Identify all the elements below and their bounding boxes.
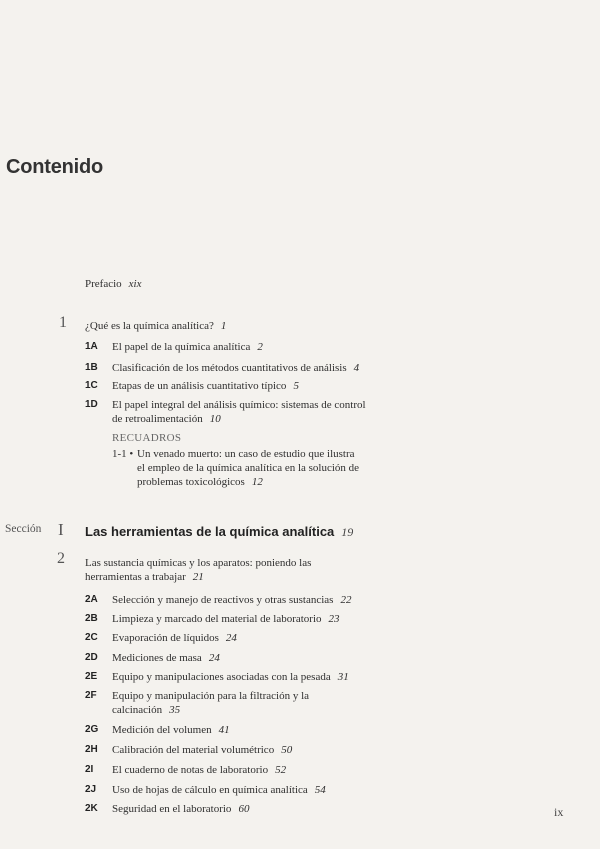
entry-page: xix [128,278,142,290]
entry-page: 52 [275,764,287,776]
entry-code: 2D [85,652,98,663]
entry-title: Equipo y manipulación para la filtración y la calcinación 35 [112,690,310,716]
entry-title: Seguridad en el laboratorio 60 [112,803,250,815]
page-number: ix [554,805,564,819]
entry-title: Limpieza y marcado del material de laboratorio 23 [112,613,340,625]
entry-title: El papel integral del análisis químico: sistemas de control de retroalimentación 10 [112,399,366,425]
entry-code: 2F [85,690,97,701]
entry-code: 2A [85,594,98,605]
entry-title: Evaporación de líquidos 24 [112,632,237,644]
entry-title: Prefacio [85,278,122,290]
box-entry: Un venado muerto: un caso de estudio que ilustra el empleo de la química analítica en la solución de problemas toxicológicos 12 [137,448,360,488]
entry-title: Equipo y manipulaciones asociadas con la pesada 31 [112,671,349,683]
entry-page: 24 [208,652,220,664]
entry-title: El papel de la química analítica 2 [112,341,263,353]
entry-page: 24 [225,632,237,644]
chapter-title: Las sustancia químicas y los aparatos: poniendo las herramientas a trabajar 21 [85,557,312,583]
entry-page: 12 [251,476,263,488]
chapter-number: 1 [59,314,67,331]
entry-page: 22 [340,594,352,606]
entry-code: 1D [85,399,98,410]
toc-entry-prefacio [85,277,141,291]
entry-code: 1B [85,362,98,373]
chapter-title: ¿Qué es la química analítica? 1 [85,320,227,332]
entry-code: 2B [85,613,98,624]
entry-code: 2C [85,632,98,643]
entry-code: 2I [85,764,94,775]
entry-page: 41 [218,724,230,736]
entry-code: 1A [85,341,98,352]
entry-title: Clasificación de los métodos cuantitativos de análisis 4 [112,362,360,374]
entry-title: Medición del volumen 41 [112,724,230,736]
section-title: Las herramientas de la química analítica 19 [85,524,354,539]
entry-page: 10 [209,413,221,425]
entry-page: 2 [257,341,263,353]
chapter-number: 2 [57,550,65,567]
box-number: 1-1 • [112,448,134,460]
page-title: Contenido [6,156,104,178]
section-label: Sección [5,523,42,535]
entry-code: 1C [85,380,98,391]
entry-title: Selección y manejo de reactivos y otras sustancias 22 [112,594,352,606]
entry-code: 2E [85,671,98,682]
box-heading: RECUADROS [112,432,182,444]
entry-code: 2K [85,803,98,814]
entry-title: Calibración del material volumétrico 50 [112,744,293,756]
entry-page: 4 [353,362,360,374]
entry-page: 5 [293,380,299,392]
entry-page: 31 [337,671,349,683]
entry-page: 19 [341,525,354,539]
entry-page: 21 [192,571,204,583]
entry-code: 2J [85,784,97,795]
entry-code: 2G [85,724,99,735]
entry-page: 50 [281,744,293,756]
entry-page: 1 [220,320,227,332]
entry-title: Mediciones de masa 24 [112,652,220,664]
entry-title: El cuaderno de notas de laboratorio 52 [112,764,287,776]
entry-code: 2H [85,744,98,755]
entry-page: 60 [238,803,250,815]
entry-title: Uso de hojas de cálculo en química analítica 54 [112,784,326,796]
entry-page: 35 [169,704,181,716]
entry-page: 54 [314,784,326,796]
entry-title: Etapas de un análisis cuantitativo típico 5 [112,380,299,392]
section-number: I [58,520,64,539]
entry-page: 23 [328,613,340,625]
